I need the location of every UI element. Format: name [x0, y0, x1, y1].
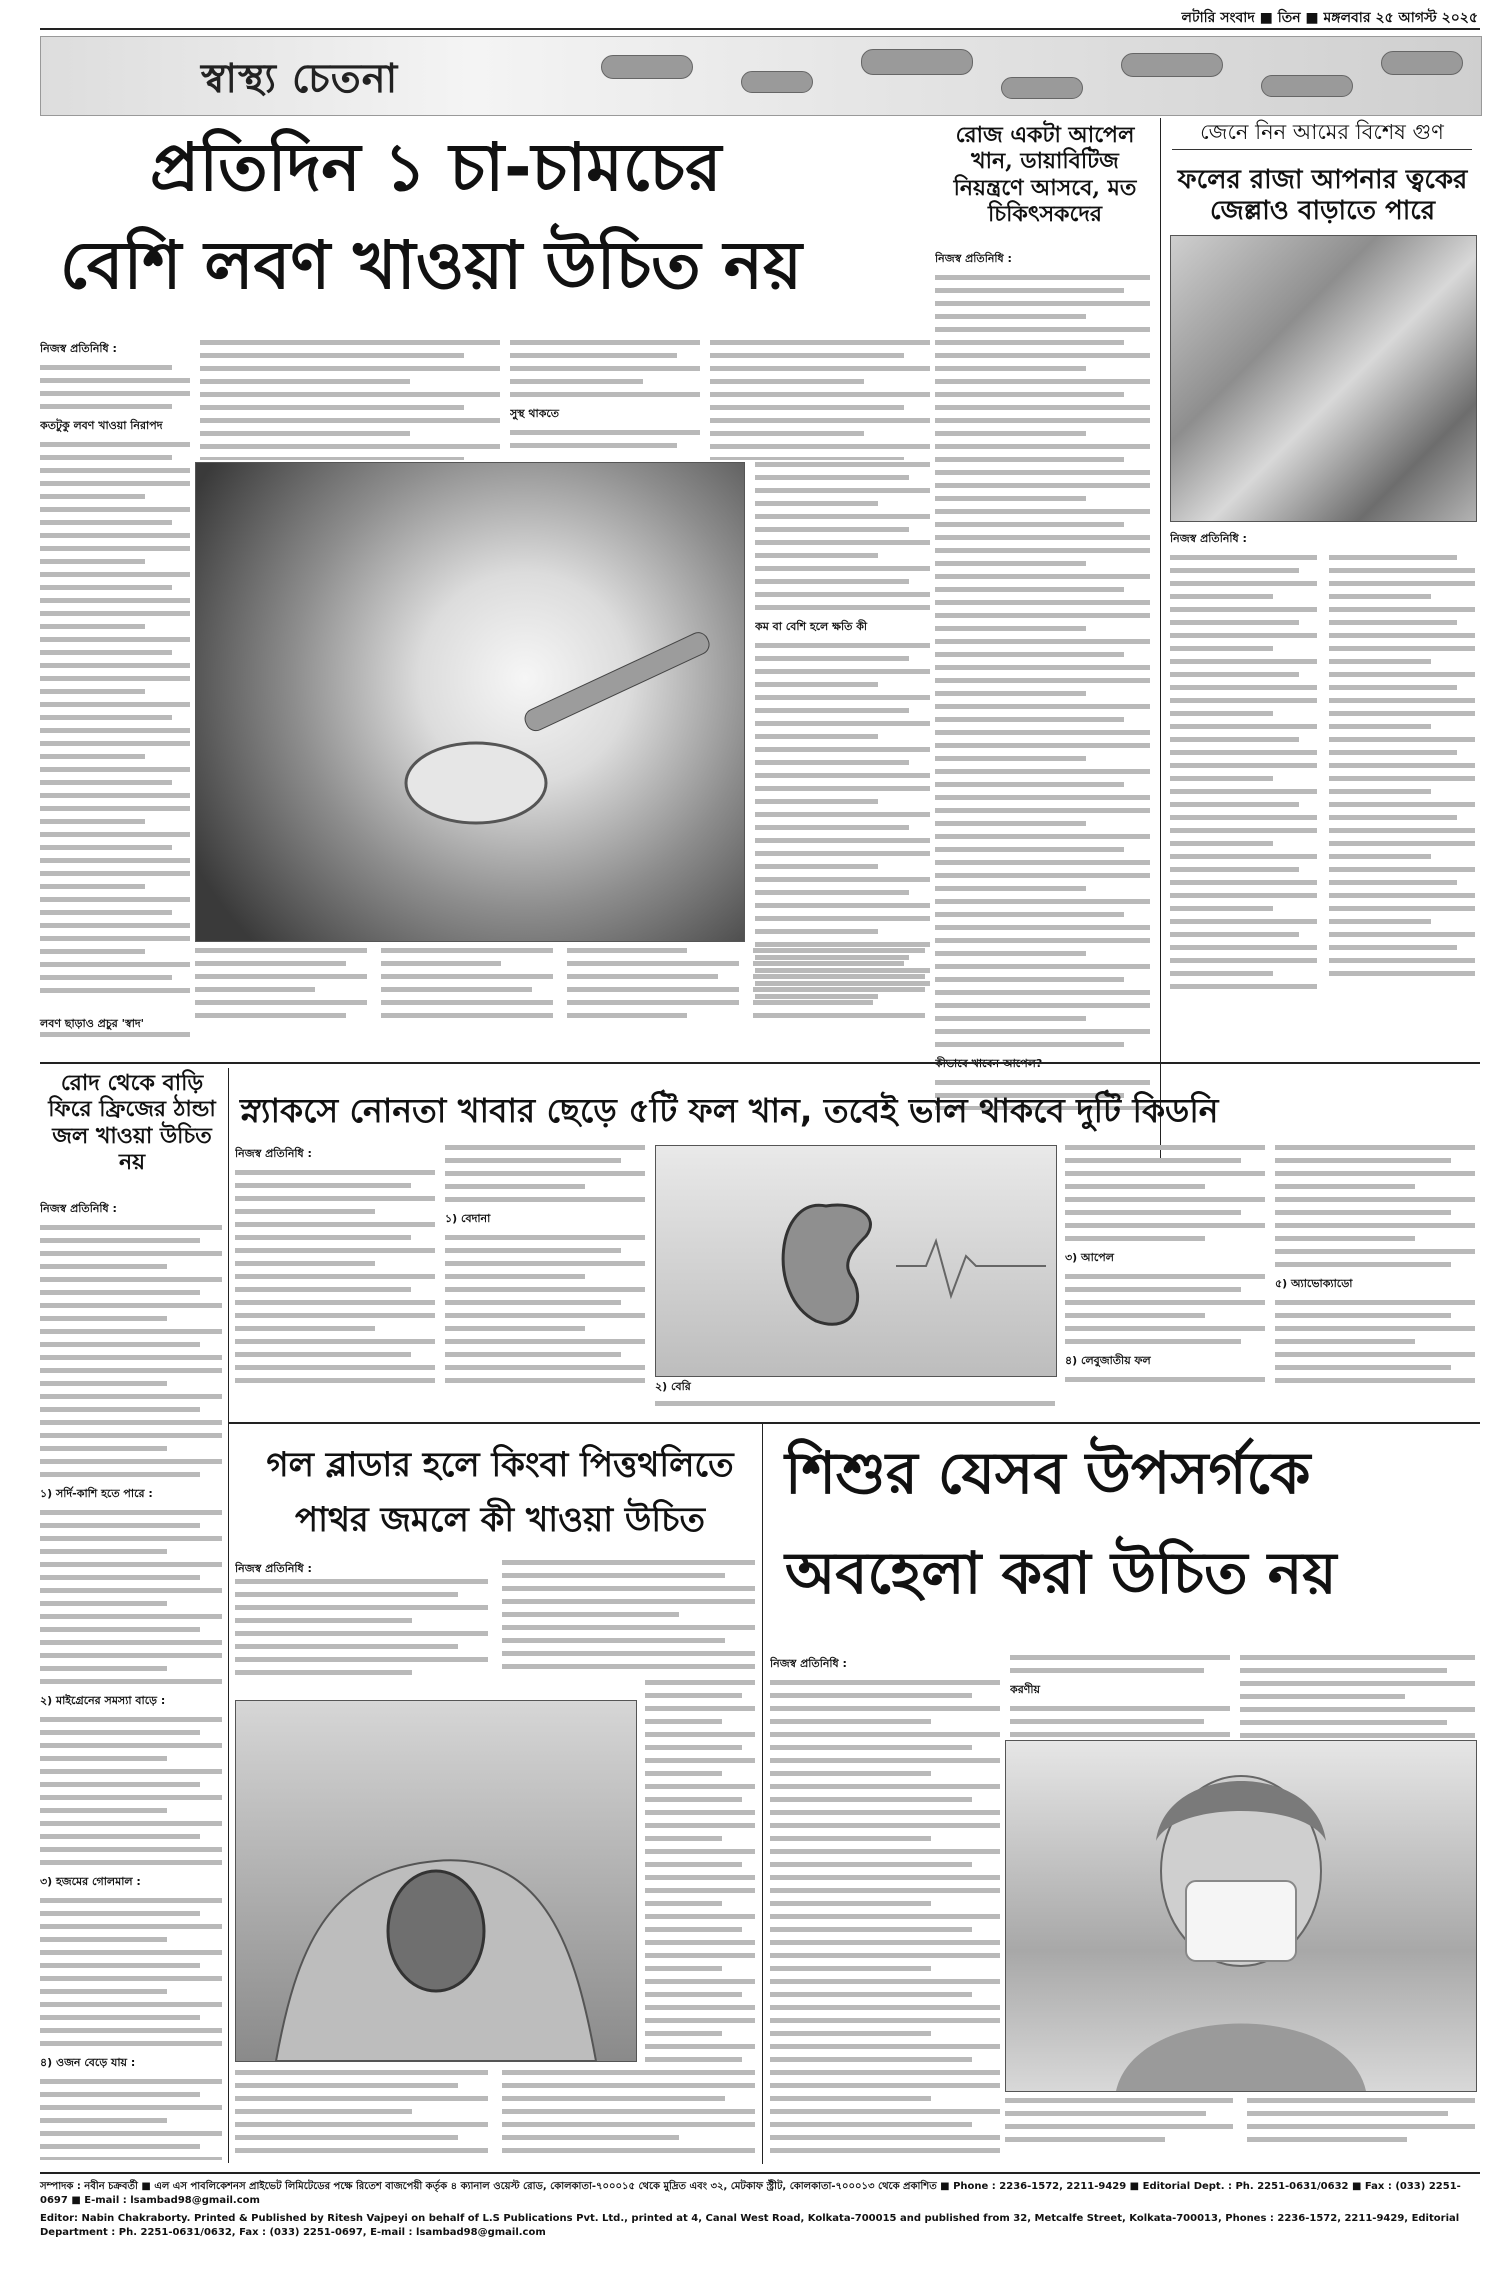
pill-icon — [1261, 75, 1353, 97]
gall-headline-line1: গল ব্লাডার হলে কিংবা পিত্তথলিতে — [266, 1445, 734, 1485]
child-byline: নিজস্ব প্রতিনিধি : — [770, 1657, 847, 1670]
fridge-point-1: ১) সর্দি-কাশি হতে পারে : — [40, 1487, 153, 1500]
child-headline-line2: অবহেলা করা উচিত নয় — [785, 1539, 1337, 1607]
pill-icon — [741, 71, 813, 93]
main-story-col4 — [710, 340, 930, 460]
fridge-point-2: ২) মাইগ্রেনের সমস্যা বাড়ে : — [40, 1694, 166, 1707]
kidney-story-col3 — [1065, 1145, 1265, 1385]
main-story-col1 — [40, 340, 190, 1000]
pill-icon — [1001, 77, 1083, 99]
kidney-point-1: ১) বেদানা — [445, 1212, 491, 1225]
main-headline-line1: প্রতিদিন ১ চা-চামচের — [150, 129, 722, 206]
section-divider-2 — [228, 1422, 1480, 1424]
subhead-more-less: কম বা বেশি হলে ক্ষতি কী — [755, 620, 868, 633]
main-story-col2 — [200, 340, 500, 460]
fridge-story-text — [40, 1200, 222, 2160]
mango-story-text — [1170, 530, 1475, 1000]
byline: নিজস্ব প্রতিনিধি : — [40, 342, 117, 355]
fridge-point-3: ৩) হজমের গোলমাল : — [40, 1875, 141, 1888]
apple-story-text — [935, 250, 1150, 1110]
footer-imprint-english: Editor: Nabin Chakraborty. Printed & Published by Ritesh Vajpeyi on behalf of L.S Publications Pvt. Ltd., printed at 4, Canal West Road, Kolkata-700015 and published from 32, Metcalfe Street, Kolkata-700013, Phones : 2236-1572, 2211-9429, Editorial Department : Ph. 2251-0631/0632, Fax : (033) 2251-0697, E-mail : lsambad98@gmail.com — [40, 2213, 1460, 2238]
main-story-continuation — [195, 948, 925, 1038]
salt-photo — [195, 462, 745, 942]
banner-title: স্বাস্থ্য চেতনা — [201, 55, 399, 102]
main-story-col5 — [755, 462, 930, 1002]
kidney-story-bottom — [655, 1378, 1055, 1416]
gallstone-icon — [236, 1701, 636, 2061]
mango-byline: নিজস্ব প্রতিনিধি : — [1170, 532, 1247, 545]
apple-divider — [1160, 118, 1161, 1163]
kidney-photo — [655, 1145, 1057, 1377]
kidney-point-4: ৪) লেবুজাতীয় ফল — [1065, 1354, 1151, 1367]
kidney-story-col4 — [1275, 1145, 1475, 1385]
gall-story-text-bottom — [235, 2070, 755, 2160]
kidney-icon — [656, 1146, 1056, 1376]
footer-imprint-bengali: সম্পাদক : নবীন চক্রবর্তী ■ এল এস পাবলিকেশনস প্রাইভেট লিমিটেডের পক্ষে রিতেশ বাজপেয়ী কর্তৃক ৪ ক্যানাল ওয়েস্ট রোড, কোলকাতা-৭০০০১৫ থেকে মুদ্রিত এবং ৩২, মেটকাফ স্ট্রীট, কোলকাতা-৭০০০১৩ থেকে প্রকাশিত ■ Phone : 2236-1572, 2211-9429 ■ Editorial Dept. : Ph. 2251-0631/0632 ■ Fax : (033) 2251-0697 ■ E-mail : lsambad98@gmail.com — [40, 2181, 1461, 2206]
kidney-story-col2 — [445, 1145, 645, 1385]
pill-icon — [601, 55, 693, 79]
section-banner — [40, 36, 1482, 116]
child-sneezing-icon — [1006, 1741, 1476, 2091]
subhead-flavour: লবণ ছাড়াও প্রচুর 'স্বাদ' — [40, 1017, 145, 1030]
pill-icon — [1381, 51, 1463, 75]
footer-rule — [40, 2172, 1480, 2174]
gall-story-col-right — [645, 1680, 755, 2080]
child-story-bottom — [1005, 2098, 1475, 2160]
masthead-dateline: লটারি সংবাদ ■ তিন ■ মঙ্গলবার ২৫ আগস্ট ২০২৫ — [1181, 10, 1478, 26]
kidney-point-5: ৫) অ্যাভোক্যাডো — [1275, 1277, 1353, 1290]
apple-subhead — [935, 1055, 1150, 1074]
apple-byline: নিজস্ব প্রতিনিধি : — [935, 252, 1012, 265]
fridge-point-4: ৪) ওজন বেড়ে যায় : — [40, 2056, 136, 2069]
pill-icon — [1121, 53, 1223, 77]
gall-divider — [762, 1424, 763, 2164]
gall-headline-line2: পাথর জমলে কী খাওয়া উচিত — [295, 1500, 705, 1540]
kidney-point-2: ২) বেরি — [655, 1380, 691, 1393]
mango-photo — [1170, 235, 1477, 522]
kidney-byline: নিজস্ব প্রতিনিধি : — [235, 1147, 312, 1160]
mango-kicker: জেনে নিন আমের বিশেষ গুণ — [1172, 120, 1472, 150]
mango-headline: ফলের রাজা আপনার ত্বকের জেল্লাও বাড়াতে পারে — [1177, 165, 1468, 227]
gallstone-photo — [235, 1700, 637, 2062]
child-subhead-todo: করণীয় — [1010, 1683, 1041, 1696]
salt-spoon-icon — [196, 463, 744, 941]
subhead-safe-salt: কতটুকু লবণ খাওয়া নিরাপদ — [40, 419, 163, 432]
apple-headline: রোজ একটা আপেল খান, ডায়াবিটিজ নিয়ন্ত্রণে আসবে, মত চিকিৎসকদের — [953, 122, 1137, 228]
child-photo — [1005, 1740, 1477, 2092]
kidney-point-3: ৩) আপেল — [1065, 1251, 1114, 1264]
section-divider-1 — [40, 1062, 1480, 1064]
subhead-stay-healthy: সুস্থ থাকতে — [510, 407, 560, 420]
kidney-story-col1 — [235, 1145, 435, 1385]
main-story-col1-end — [40, 1032, 190, 1052]
main-headline-line2: বেশি লবণ খাওয়া উচিত নয় — [60, 227, 802, 304]
fridge-headline: রোদ থেকে বাড়ি ফিরে ফ্রিজের ঠান্ডা জল খাওয়া উচিত নয় — [48, 1070, 216, 1176]
child-story-col1 — [770, 1655, 1000, 2160]
masthead-rule — [40, 28, 1480, 30]
pill-icon — [861, 49, 973, 75]
fridge-byline: নিজস্ব প্রতিনিধি : — [40, 1202, 117, 1215]
main-story-col3 — [510, 340, 700, 460]
child-headline-line1: শিশুর যেসব উপসর্গকে — [785, 1439, 1311, 1507]
fridge-divider — [228, 1068, 229, 2163]
gall-byline: নিজস্ব প্রতিনিধি : — [235, 1562, 312, 1575]
kidney-headline: স্ন্যাকসে নোনতা খাবার ছেড়ে ৫টি ফল খান, তবেই ভাল থাকবে দুটি কিডনি — [240, 1091, 1219, 1130]
gall-story-text-top — [235, 1560, 755, 1675]
